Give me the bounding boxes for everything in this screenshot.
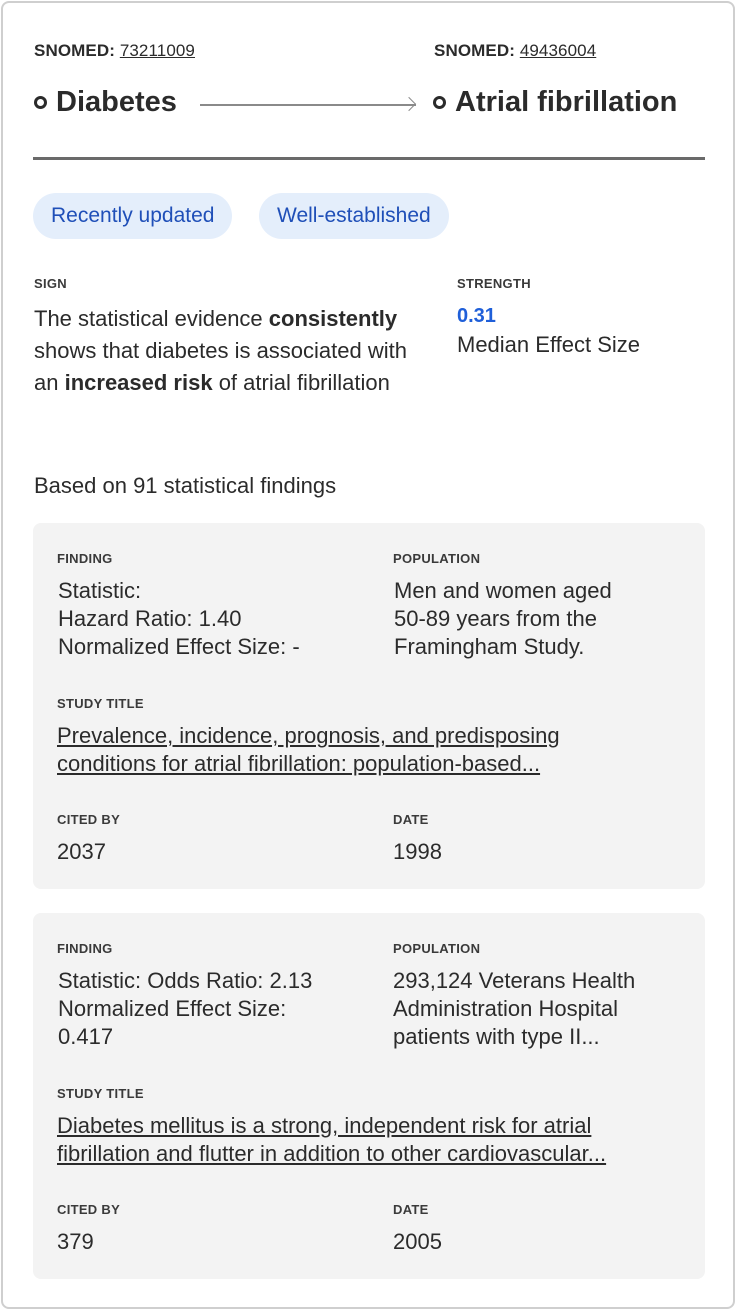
target-snomed-label: SNOMED: (434, 41, 515, 60)
finding-line: Hazard Ratio: 1.40 (58, 606, 242, 631)
relationship-arrow (200, 104, 416, 106)
finding-card (33, 913, 705, 1279)
node-dot-icon (433, 96, 446, 109)
population-line: patients with type II... (393, 1024, 600, 1049)
relationship-card (1, 1, 735, 1309)
sign-emphasis-2: increased risk (64, 370, 213, 395)
strength-value: 0.31 (457, 305, 496, 327)
date-value: 2005 (393, 1229, 442, 1254)
source-concept (34, 86, 177, 119)
source-concept-name: Diabetes (56, 86, 177, 118)
finding-card (33, 523, 705, 889)
date-label: DATE (393, 1202, 429, 1217)
date-label: DATE (393, 812, 429, 827)
finding-label: FINDING (57, 551, 113, 566)
study-title-line[interactable]: Diabetes mellitus is a strong, independent risk for atrial (57, 1113, 592, 1138)
header-divider (33, 157, 705, 160)
source-snomed-label: SNOMED: (34, 41, 115, 60)
tag-recently-updated: Recently updated (33, 193, 232, 239)
finding-statistic (58, 967, 378, 1051)
study-title-link[interactable] (57, 722, 687, 778)
finding-line: Statistic: (58, 578, 142, 603)
population-line: 50-89 years from the (394, 606, 597, 631)
sign-text-3: of atrial fibrillation (212, 370, 390, 395)
source-snomed-code-link[interactable]: 73211009 (119, 41, 195, 60)
cited-by-value: 2037 (57, 839, 106, 864)
target-snomed-code-link[interactable]: 49436004 (519, 41, 597, 60)
population-label: POPULATION (393, 551, 481, 566)
date-value: 1998 (393, 839, 442, 864)
arrow-head-icon (402, 97, 416, 111)
sign-text-1: The statistical evidence (34, 306, 269, 331)
finding-line: 0.417 (58, 1024, 114, 1049)
study-title-line[interactable]: fibrillation and flutter in addition to other cardiovascular... (57, 1141, 607, 1166)
finding-line: Statistic: Odds Ratio: 2.13 (58, 968, 313, 993)
strength-label: STRENGTH (457, 276, 531, 291)
finding-statistic (58, 577, 378, 661)
sign-emphasis-1: consistently (268, 306, 398, 331)
strength-caption: Median Effect Size (457, 332, 641, 357)
population-line: Framingham Study. (394, 634, 585, 659)
cited-by-value: 379 (57, 1229, 94, 1254)
population-text (393, 967, 693, 1051)
cited-by-label: CITED BY (57, 812, 121, 827)
population-line: Administration Hospital (393, 996, 618, 1021)
source-snomed (34, 41, 195, 61)
population-label: POPULATION (393, 941, 481, 956)
population-line: 293,124 Veterans Health (393, 968, 636, 993)
target-concept (433, 86, 677, 119)
cited-by-label: CITED BY (57, 1202, 121, 1217)
sign-label: SIGN (34, 276, 67, 291)
study-title-label: STUDY TITLE (57, 1086, 144, 1101)
node-dot-icon (34, 96, 47, 109)
study-title-line[interactable]: conditions for atrial fibrillation: population-based... (57, 751, 541, 776)
target-snomed (434, 41, 596, 61)
finding-line: Normalized Effect Size: (58, 996, 287, 1021)
target-concept-name: Atrial fibrillation (455, 86, 678, 118)
tag-well-established: Well-established (259, 193, 449, 239)
study-title-link[interactable] (57, 1112, 687, 1168)
population-line: Men and women aged (394, 578, 612, 603)
study-title-line[interactable]: Prevalence, incidence, prognosis, and predisposing (57, 723, 560, 748)
study-title-label: STUDY TITLE (57, 696, 144, 711)
population-text (394, 577, 694, 661)
sign-text-2: shows that diabetes is associated with an (34, 338, 407, 395)
findings-summary: Based on 91 statistical findings (34, 473, 337, 498)
finding-label: FINDING (57, 941, 113, 956)
sign-statement (34, 303, 414, 399)
finding-line: Normalized Effect Size: - (58, 634, 300, 659)
